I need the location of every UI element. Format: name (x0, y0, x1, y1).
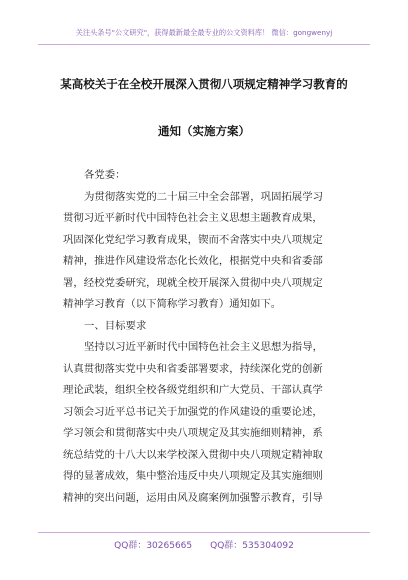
paragraph-line: 理论武装，组织全校各级党组织和广大党员、干部认真学 (63, 384, 323, 396)
paragraph-line: 认真贯彻落实党中央和省委部署要求，持续深化党的创新 (63, 362, 323, 375)
footer-qq-group-2: QQ群：535304092 (210, 541, 294, 551)
paragraph-line: 为贯彻落实党的二十届三中全会部署，巩固拓展学习 (84, 190, 323, 203)
footer (0, 538, 408, 551)
salutation: 各党委： (84, 169, 126, 181)
document-title-line-2: 通知（实施方案） (158, 124, 250, 138)
paragraph-line: 学习领会和贯彻落实中央八项规定及其实施细则精神，系 (63, 427, 323, 439)
document-body (63, 165, 348, 509)
header-rule (38, 44, 370, 45)
paragraph-line: 精神，推进作风建设常态化长效化，根据党中央和省委部 (63, 255, 323, 267)
paragraph-line: 得的显著成效，集中整治违反中央八项规定及其实施细则 (63, 470, 323, 482)
document-title-line-1: 某高校关于在全校开展深入贯彻八项规定精神学习教育的 (60, 77, 348, 91)
paragraph-line: 署，经校党委研究，现就全校开展深入贯彻中央八项规定 (63, 276, 323, 289)
paragraph-line: 精神学习教育（以下简称学习教育）通知如下。 (63, 298, 282, 310)
header-banner: 关注头条号"公文研究"，获得最新最全最专业的公文资料库！ 微信：gongwenyj (75, 28, 333, 37)
section-heading: 一、目标要求 (84, 319, 147, 332)
paragraph-line: 巩固深化党纪学习教育成果，锲而不舍落实中央八项规定 (63, 233, 323, 246)
paragraph-line: 贯彻习近平新时代中国特色社会主义思想主题教育成果， (63, 212, 323, 224)
paragraph-line: 精神的突出问题，运用由风及腐案例加强警示教育，引导 (63, 491, 323, 504)
footer-qq-group-1: QQ群：30265665 (114, 541, 193, 551)
paragraph-line: 统总结党的十八大以来学校深入贯彻中央八项规定精神取 (63, 448, 323, 461)
paragraph-line: 坚持以习近平新时代中国特色社会主义思想为指导， (84, 341, 323, 353)
paragraph-line: 习领会习近平总书记关于加强党的作风建设的重要论述， (63, 405, 323, 418)
footer-rule (38, 532, 370, 533)
